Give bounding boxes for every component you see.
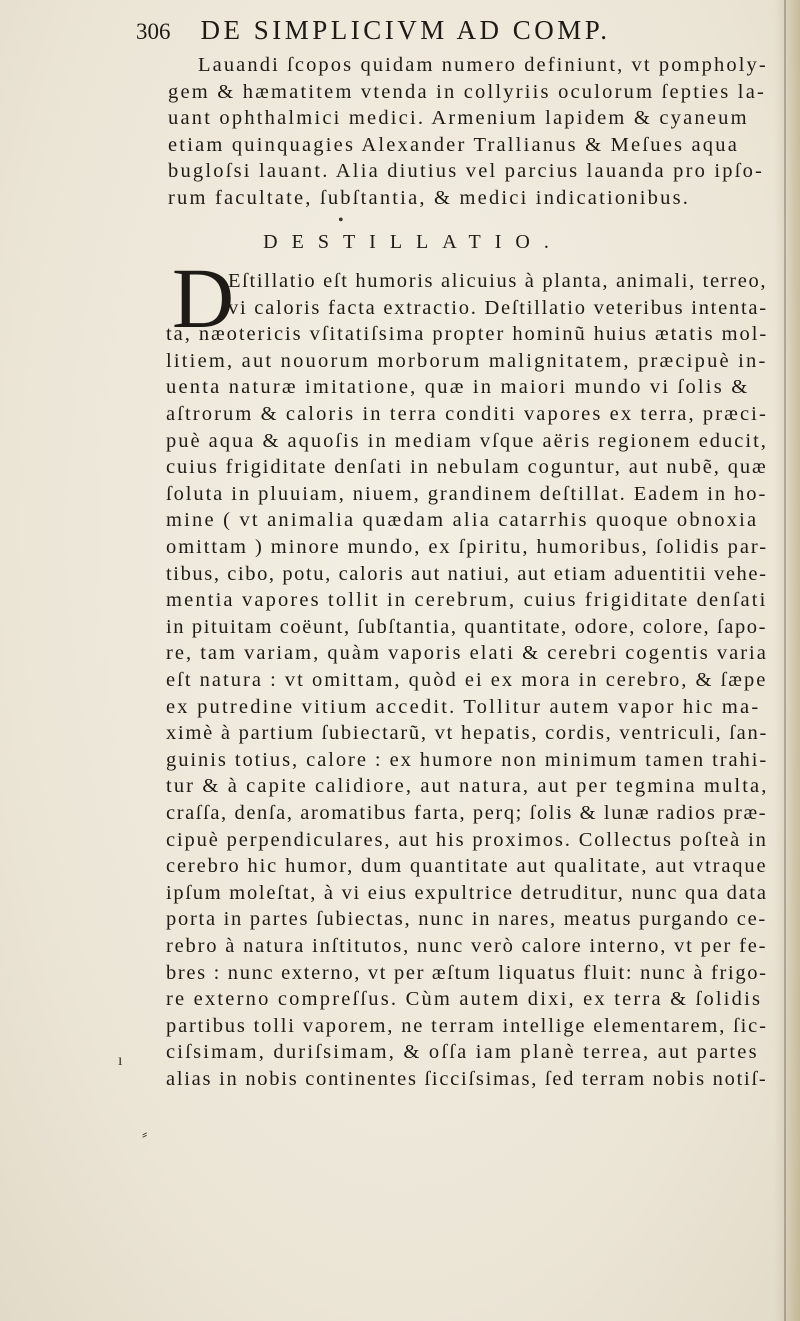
text-line: tibus, cibo, potu, caloris aut natiui, aut etiam aduentitii vehe- [166,562,768,585]
text-line: Eſtillatio eſt humoris alicuius à planta, animali, terreo, [228,270,768,292]
drop-cap: D [172,250,235,346]
text-line: omittam ) minore mundo, ex ſpiritu, humoribus, ſolidis par- [166,536,769,558]
text-line: mine ( vt animalia quædam alia catarrhis quoque obnoxia [166,509,759,532]
ink-dot: • [338,212,344,229]
text-line: ſoluta in pluuiam, niuem, grandinem deſtillat. Eadem in ho- [166,482,768,505]
text-line: bugloſsi lauant. Alia diutius vel parcius lauanda pro ipſo- [168,160,765,183]
text-line: eſt natura : vt omittam, quòd ei ex mora in cerebro, & ſæpe [166,669,768,691]
text-line: vi caloris facta extractio. Deſtillatio veteribus intenta- [228,296,768,319]
section-title: DESTILLATIO. [263,231,563,253]
text-line: cerebro hic humor, dum quantitate aut qualitate, aut vtraque [166,855,768,878]
text-line: rebro à natura inſtitutos, nunc verò calore interno, vt per fe- [166,935,768,957]
text-line: partibus tolli vaporem, ne terram intellige elementarem, ſic- [166,1014,768,1037]
text-line: ex putredine vitium accedit. Tollitur autem vapor hic ma- [166,695,761,718]
text-line: in pituitam coëunt, ſubſtantia, quantitate, odore, colore, ſapo- [166,615,768,638]
text-line: ximè à partium ſubiectarũ, vt hepatis, cordis, ventriculi, ſan- [166,722,769,745]
text-line: aſtrorum & caloris in terra conditi vapores ex terra, præci- [166,403,768,425]
text-line: litiem, aut nouorum morborum malignitatem, præcipuè in- [166,349,768,372]
text-line: guinis totius, calore : ex humore non minimum tamen trahi- [166,748,769,771]
text-line: craſſa, denſa, aromatibus farta, perq; ſolis & lunæ radios præ- [166,802,768,824]
text-line: porta in partes ſubiectas, nunc in nares, meatus purgando ce- [166,908,767,931]
text-line: puè aqua & aquoſis in mediam vſque aëris regionem educit, [166,429,768,452]
text-line: rum facultate, ſubſtantia, & medici indicationibus. [168,187,691,209]
text-line: bres : nunc externo, vt per æſtum liquatus fluit: nunc à frigo- [166,961,768,984]
text-line: ciſsimam, duriſsimam, & oſſa iam planè terrea, aut partes [166,1041,759,1064]
page-number: 306 [136,19,171,44]
page-edge-shadow [774,0,800,1321]
text-line: alias in nobis continentes ſicciſsimas, ſed terram nobis notiſ- [166,1068,768,1090]
text-line: etiam quinquagies Alexander Trallianus & Meſues aqua [168,133,740,156]
text-line: mentia vapores tollit in cerebrum, cuius frigiditate denſati [166,589,768,612]
text-line: ta, næotericis vſitatiſsima propter hominũ huius ætatis mol- [166,323,769,346]
text-line: re, tam variam, quàm vaporis elati & cerebri cogentis varia [166,642,768,665]
text-line: tur & à capite calidiore, aut natura, aut per tegmina multa, [166,775,769,798]
margin-mark: ı [118,1052,123,1069]
running-head: DE SIMPLICIVM AD COMP. [200,15,611,45]
text-line: ipſum moleſtat, à vi eius expultrice detruditur, nunc qua data [166,881,768,904]
page-header [136,10,611,50]
text-line: uenta naturæ imitatione, quæ in maiori mundo vi ſolis & [166,376,750,399]
margin-mark: ⸗ [142,1126,148,1143]
page-gutter-line [784,0,786,1321]
text-line: uant ophthalmici medici. Armenium lapidem & cyaneum [168,107,749,130]
text-line: gem & hæmatitem vtenda in collyriis oculorum ſepties la- [168,80,767,103]
text-line: Lauandi ſcopos quidam numero definiunt, vt pompholy- [198,54,768,76]
text-line: cuius frigiditate denſati in nebulam coguntur, aut nubẽ, quæ [166,456,768,479]
text-line: re externo compreſſus. Cùm autem dixi, ex terra & ſolidis [166,988,763,1011]
text-line: cipuè perpendiculares, aut his proximos. Collectus poſteà in [166,828,768,851]
